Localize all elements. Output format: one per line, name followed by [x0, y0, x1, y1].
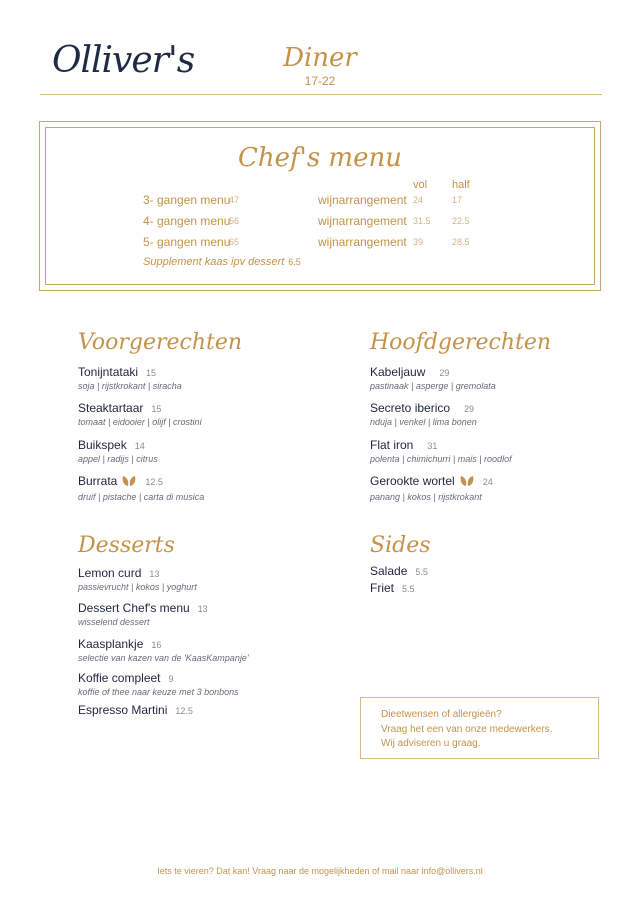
dish-item: [78, 401, 202, 427]
dish-name: Salade: [370, 564, 408, 578]
wine-price-half: 17: [452, 195, 463, 205]
cheese-supplement: [143, 256, 301, 268]
dish-description: passievrucht | kokos | yoghurt: [78, 582, 197, 592]
dish-price: 16: [151, 640, 162, 650]
dish-item: [78, 566, 197, 592]
dish-name: Burrata: [78, 474, 118, 488]
chef-menu-row: [0, 193, 640, 209]
chef-menu-price: 47: [229, 195, 240, 205]
chef-menu-name: 4- gangen menu: [143, 214, 231, 228]
wine-pairing-label: wijnarrangement: [318, 193, 407, 207]
wine-pairing-label: wijnarrangement: [318, 235, 407, 249]
dish-item: [78, 474, 204, 502]
supplement-price: 6.5: [288, 257, 301, 267]
dish-price: 31: [427, 441, 438, 451]
dish-item: [78, 637, 249, 663]
dish-name: Lemon curd: [78, 566, 142, 580]
column-head-vol: vol: [413, 179, 428, 191]
wine-price-vol: 39: [413, 237, 424, 247]
dish-description: tomaat | eidooier | olijf | crostini: [78, 417, 202, 427]
dish-item: [370, 474, 493, 502]
section-title-voorgerechten: Voorgerechten: [78, 330, 243, 355]
dish-item: [78, 601, 208, 627]
dish-price: 12.5: [145, 477, 163, 487]
dish-description: nduja | venkel | lima bonen: [370, 417, 477, 427]
dish-name: Kabeljauw: [370, 365, 426, 379]
dish-price: 14: [134, 441, 145, 451]
dish-item: [78, 671, 239, 697]
dish-price: 29: [439, 368, 450, 378]
dish-price: 13: [197, 604, 208, 614]
dish-description: soja | rijstkrokant | siracha: [78, 381, 182, 391]
leaf-icon: [459, 475, 475, 490]
menu-title: Diner: [283, 43, 357, 73]
chef-menu-row: [0, 235, 640, 251]
chef-menu-price: 65: [229, 237, 240, 247]
wine-price-vol: 31.5: [413, 216, 431, 226]
dish-item: [370, 438, 512, 464]
dish-item: [370, 365, 496, 391]
section-title-hoofdgerechten: Hoofdgerechten: [370, 330, 552, 355]
column-head-half: half: [452, 179, 470, 191]
footer-note: Iets te vieren? Dat kan! Vraag naar de mogelijkheden of mail naar info@ollivers.nl: [157, 866, 483, 876]
dish-price: 9: [168, 674, 174, 684]
wine-price-vol: 24: [413, 195, 424, 205]
dish-name: Secreto iberico: [370, 401, 451, 415]
leaf-icon: [121, 475, 137, 490]
dish-name: Kaasplankje: [78, 637, 144, 651]
dish-item: [78, 703, 193, 717]
allergy-line: Wij adviseren u graag.: [381, 738, 481, 749]
dish-name: Steaktartaar: [78, 401, 144, 415]
dish-price: 15: [151, 404, 162, 414]
dish-name: Tonijntataki: [78, 365, 139, 379]
section-title-sides: Sides: [370, 533, 431, 558]
dish-description: appel | radijs | citrus: [78, 454, 158, 464]
section-title-desserts: Desserts: [78, 533, 175, 558]
dish-name: Buikspek: [78, 438, 127, 452]
dish-item: [78, 365, 182, 391]
dish-name: Flat iron: [370, 438, 414, 452]
chef-menu-price: 56: [229, 216, 240, 226]
dish-item: [78, 438, 158, 464]
dish-price: 24: [482, 477, 493, 487]
dish-price: 13: [149, 569, 160, 579]
allergy-line: Vraag het een van onze medewerkers.: [381, 724, 553, 735]
dish-price: 5.5: [402, 584, 415, 594]
dish-description: druif | pistache | carta di musica: [78, 492, 205, 502]
wine-pairing-label: wijnarrangement: [318, 214, 407, 228]
chef-menu-name: 3- gangen menu: [143, 193, 231, 207]
chef-menu-name: 5- gangen menu: [143, 235, 231, 249]
dish-item: [370, 564, 428, 578]
dish-description: selectie van kazen van de 'KaasKampanje': [78, 653, 249, 663]
dish-price: 5.5: [415, 567, 428, 577]
wine-price-half: 22.5: [452, 216, 470, 226]
dish-name: Friet: [370, 581, 394, 595]
dish-description: wisselend dessert: [78, 617, 150, 627]
allergy-line: Dieetwensen of allergieën?: [381, 709, 502, 720]
dish-description: koffie of thee naar keuze met 3 bonbons: [78, 687, 239, 697]
dish-name: Koffie compleet: [78, 671, 161, 685]
dish-item: [370, 401, 477, 427]
dish-price: 15: [146, 368, 157, 378]
dish-description: polenta | chimichurri | mais | roodlof: [370, 454, 512, 464]
chef-menu-row: [0, 214, 640, 230]
dish-item: [370, 581, 415, 595]
wine-price-half: 28.5: [452, 237, 470, 247]
dish-description: panang | kokos | rijstkrokant: [370, 492, 482, 502]
dish-name: Espresso Martini: [78, 703, 168, 717]
dish-name: Gerookte wortel: [370, 474, 455, 488]
dish-price: 12.5: [175, 706, 193, 716]
dish-description: pastinaak | asperge | gremolata: [370, 381, 496, 391]
supplement-label: Supplement kaas ipv dessert: [143, 256, 285, 268]
dish-price: 29: [464, 404, 475, 414]
opening-hours: 17-22: [304, 74, 336, 88]
chefs-menu-title: Chef's menu: [238, 143, 402, 173]
dish-name: Dessert Chef's menu: [78, 601, 190, 615]
restaurant-logo: Olliver's: [52, 40, 195, 81]
header-divider: [40, 94, 602, 95]
